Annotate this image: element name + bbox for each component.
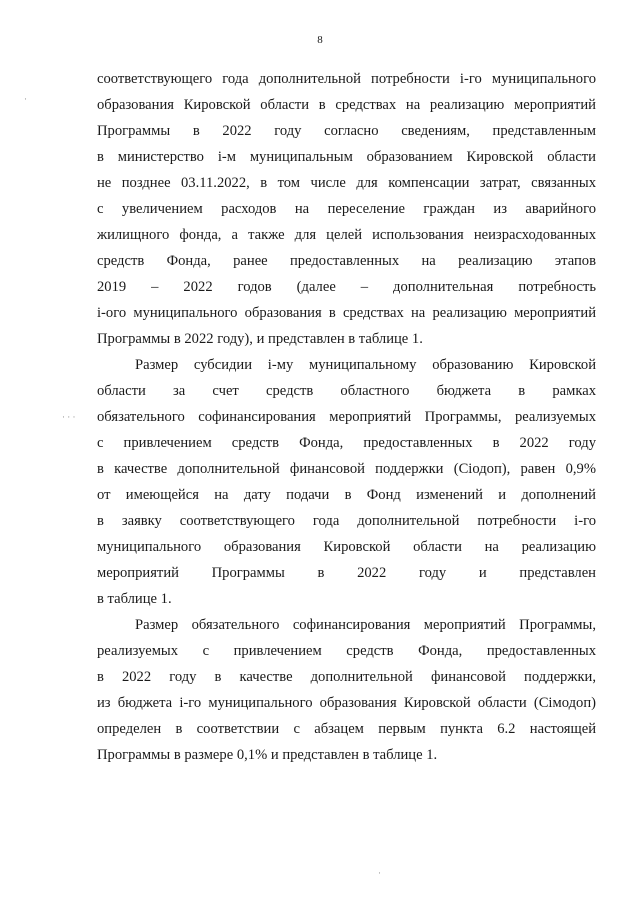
scan-speck: · bbox=[24, 94, 27, 104]
text-line: Размер субсидии i-му муниципальному образованию Кировской bbox=[135, 357, 596, 373]
text-line: в заявку соответствующего года дополнительной потребности i-го bbox=[97, 513, 596, 529]
text-line: обязательного софинансирования мероприятий Программы, реализуемых bbox=[97, 409, 596, 425]
text-line: из бюджета i-го муниципального образования Кировской области (Ciмодоп) bbox=[97, 695, 596, 711]
text-line: определен в соответствии с абзацем первым пункта 6.2 настоящей bbox=[97, 721, 596, 737]
text-line: от имеющейся на дату подачи в Фонд изменений и дополнений bbox=[97, 487, 596, 503]
text-line: средств Фонда, ранее предоставленных на реализацию этапов bbox=[97, 253, 596, 269]
text-line: Программы в размере 0,1% и представлен в таблице 1. bbox=[97, 747, 438, 763]
text-line: Программы в 2022 году согласно сведениям, представленным bbox=[97, 123, 596, 139]
text-line: соответствующего года дополнительной потребности i-го муниципального bbox=[97, 71, 596, 87]
text-line: в таблице 1. bbox=[97, 591, 172, 607]
paragraph-2 bbox=[97, 352, 596, 612]
text-line: Программы в 2022 году), и представлен в таблице 1. bbox=[97, 331, 423, 347]
text-line: Размер обязательного софинансирования мероприятий Программы, bbox=[135, 617, 596, 633]
text-line: реализуемых с привлечением средств Фонда, предоставленных bbox=[97, 643, 596, 659]
text-line: мероприятий Программы в 2022 году и представлен bbox=[97, 565, 596, 581]
text-line: в министерство i-м муниципальным образованием Кировской области bbox=[97, 149, 596, 165]
paragraph-1 bbox=[97, 66, 596, 352]
text-line: с увеличением расходов на переселение граждан из аварийного bbox=[97, 201, 596, 217]
page-number: 8 bbox=[317, 34, 323, 46]
scan-speck: · bbox=[378, 868, 381, 878]
text-line: муниципального образования Кировской области на реализацию bbox=[97, 539, 596, 555]
text-line: в качестве дополнительной финансовой поддержки (Ciодоп), равен 0,9% bbox=[97, 461, 596, 477]
text-line: не позднее 03.11.2022, в том числе для компенсации затрат, связанных bbox=[97, 175, 596, 191]
scan-speck: · · · bbox=[62, 412, 76, 422]
text-line: i-ого муниципального образования в средствах на реализацию мероприятий bbox=[97, 305, 596, 321]
paragraph-3 bbox=[97, 612, 596, 768]
text-line: с привлечением средств Фонда, предоставленных в 2022 году bbox=[97, 435, 596, 451]
text-line: жилищного фонда, а также для целей использования неизрасходованных bbox=[97, 227, 596, 243]
text-line: в 2022 году в качестве дополнительной финансовой поддержки, bbox=[97, 669, 596, 685]
text-line: 2019 – 2022 годов (далее – дополнительная потребность bbox=[97, 279, 596, 295]
text-line: области за счет средств областного бюджета в рамках bbox=[97, 383, 596, 399]
text-line: образования Кировской области в средствах на реализацию мероприятий bbox=[97, 97, 596, 113]
